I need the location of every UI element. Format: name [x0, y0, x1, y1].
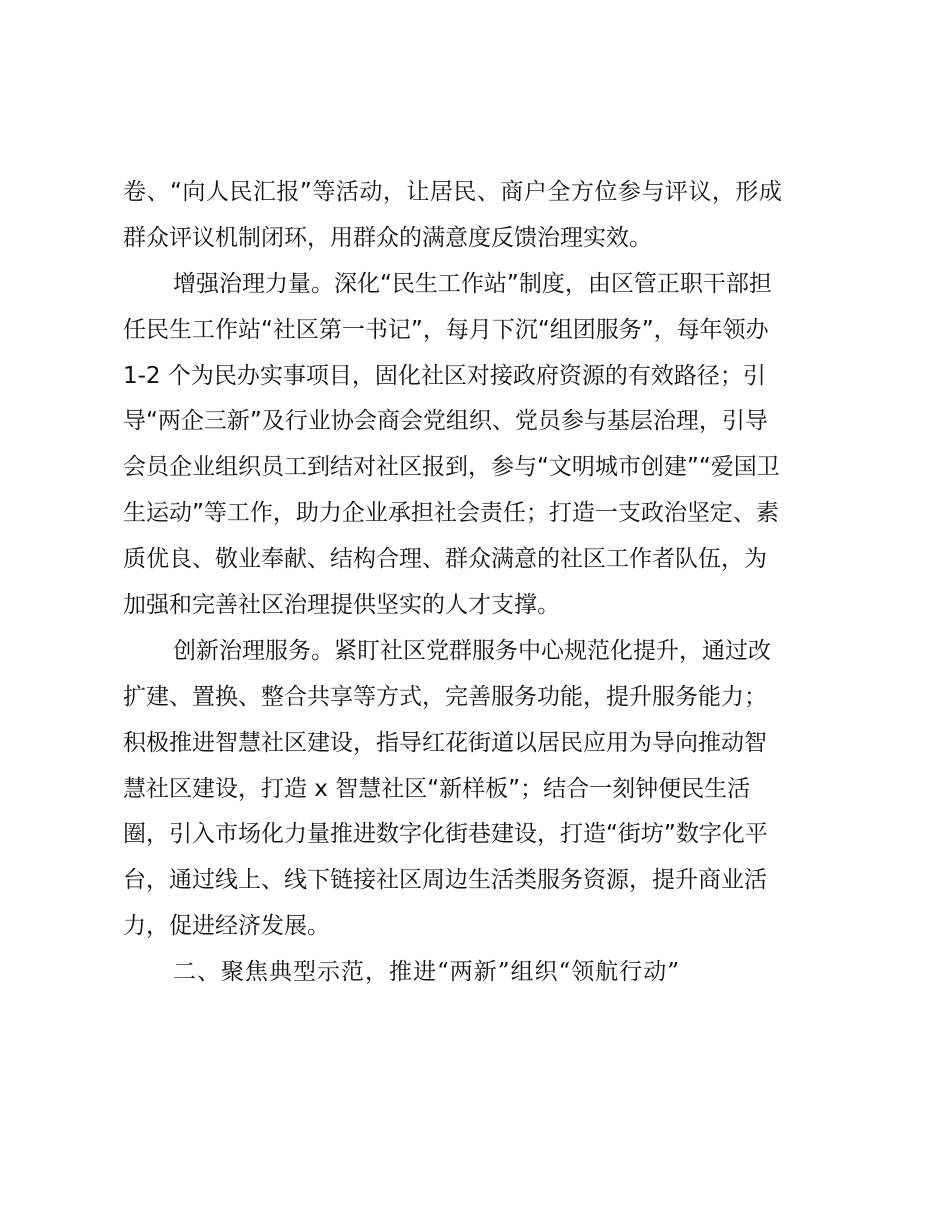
- paragraph-line: 扩建、置换、整合共享等方式，完善服务功能，提升服务能力；: [123, 683, 767, 710]
- document-body: [123, 170, 835, 996]
- paragraph-line: 1-2 个为民办实事项目，固化社区对接政府资源的有效路径；引: [123, 362, 766, 389]
- paragraph-line: 生运动”等工作，助力企业承担社会责任；打造一支政治坚定、素: [123, 500, 779, 527]
- paragraph-line: 任民生工作站“社区第一书记”，每月下沉“组团服务”，每年领办: [123, 316, 769, 343]
- paragraph-line: 增强治理力量。深化“民生工作站”制度，由区管正职干部担: [173, 270, 772, 297]
- paragraph-line: 质优良、敬业奉献、结构合理、群众满意的社区工作者队伍，为: [123, 546, 767, 573]
- paragraph-line: 创新治理服务。紧盯社区党群服务中心规范化提升，通过改: [173, 637, 771, 664]
- paragraph-line: 慧社区建设，打造 x 智慧社区“新样板”；结合一刻钟便民生活: [123, 775, 751, 802]
- paragraph-line: 群众评议机制闭环，用群众的满意度反馈治理实效。: [123, 224, 652, 251]
- paragraph-line: 力，促进经济发展。: [123, 913, 330, 940]
- section-heading: 二、聚焦典型示范，推进“两新”组织“领航行动”: [173, 959, 681, 986]
- paragraph-line: 圈，引入市场化力量推进数字化街巷建设，打造“街坊”数字化平: [123, 821, 768, 848]
- paragraph-line: 会员企业组织员工到结对社区报到，参与“文明城市创建”“爱国卫: [123, 454, 780, 481]
- paragraph-line: 导“两企三新”及行业协会商会党组织、党员参与基层治理，引导: [123, 408, 768, 435]
- paragraph-line: 加强和完善社区治理提供坚实的人才支撑。: [123, 592, 560, 619]
- paragraph-line: 积极推进智慧社区建设，指导红花街道以居民应用为导向推动智: [123, 729, 767, 756]
- paragraph-line: 台，通过线上、线下链接社区周边生活类服务资源，提升商业活: [123, 867, 767, 894]
- paragraph-line: 卷、“向人民汇报”等活动，让居民、商户全方位参与评议，形成: [123, 179, 783, 205]
